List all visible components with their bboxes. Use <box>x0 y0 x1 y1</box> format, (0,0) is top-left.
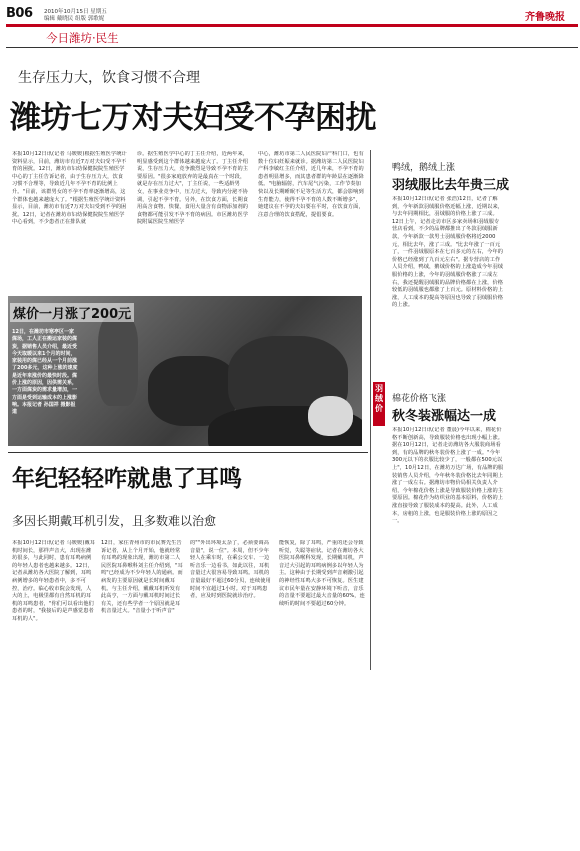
story-divider <box>8 452 368 453</box>
sidebar-tab: 羽绒价 <box>373 382 385 426</box>
sidebar2-body: 本报10月12日讯(记者 董晨)今年以来，棉花价格不断创新高，导致服装价格也出现小幅上涨。据在10月12日，记者走访潍坊各大服装商场看到，有的品牌的秋冬装价格上涨了一成。"今年300元以下的衣服比较少了，一般都在500元以上"，10月12日，在潍坊万达广场，有品牌的服装销售人员介绍，今年秋冬装价格比去年同期上涨了一成左右。据潍坊市物价局相关负责人介绍，今年棉花价格上涨是导致服装价格上涨的主要原因。棉花作为纺织业的基本原料，价格的上涨直接导致了服装成本的提高。此外，人工成本，房租的上涨，也是服装价格上涨的原因之一。 <box>392 427 504 525</box>
main-story-col-2: 诊。据生殖医学中心的丁主任介绍，近两年来，明显感受到这个群体越来越庞大了。丁主任介绍说，生存压力大，竞争激烈是导致不孕不育的主要原因。"很多家庭放弃的是最真在一个时段，就是存在压力过大"，丁主任说，一些适龄男女，在事业竞争中，压力过大，导致内分泌不协调，引起不孕不育。另外，在饮食方面，长期食用高含食物、快餐，食用大量含有食物添加剂的食物都可能引发不孕不育的病因。市区潍坊医学院附属医院生殖医学 <box>137 151 249 226</box>
sidebar2-kicker: 棉花价格飞涨 <box>392 394 447 404</box>
section-rule <box>6 47 578 48</box>
newspaper-logo: 齐鲁晚报 <box>525 12 565 23</box>
second-headline: 年纪轻轻咋就患了耳鸣 <box>12 466 242 492</box>
issue-date-text: 2010年10月15日 星期五 <box>44 9 107 15</box>
second-story-col-2: 12日，家住青州市的市民赛先生告诉记者，从上个月开始，他就经常有耳鸣的现象出现，潍坊市第二人民医院耳鼻喉科刘主任介绍到，"耳鸣"已经成为不少年轻人的通病。而病发的主要原因就是长时间戴耳机。与主任介绍，戴戴耳机听发有此高亨，一方面与戴耳机时间过长有关，还有些学者一个原因就是耳机音量过大。"音量小于听声音" <box>101 540 183 615</box>
second-story-col-4: 能恢复，除了耳鸣，严重的还会导致听觉，失聪等症状。记者在潍坊各大医院耳鼻喉科发现，长期戴耳机，声音过大引起的耳鸣病例多以年轻人为主。这种由于长期受到声音刺激引起的神经性耳鸣大多不可恢复。医生建议市民年量在安静环境下听音，音乐的音量不要超过最大音量的60%，连续听的时间不要超过60分钟。 <box>279 540 365 607</box>
main-story-col-1: 本报10月12日讯(记者 马媛媛)根据生殖医学统计资料显示，目前，潍坊市有近7万对夫妇受不孕不育的困扰。12日，潍坊市妇幼保健院院生殖医学中心的丁主任告诉记者，由于生存压力大，饮食习惯不合理等，导致近几年不孕不育的比例上升。"目前，该群男女的不孕不育率逐渐增高，这个群体也越来越庞大了。"根据生殖医学统计资料显示，目前，潍坊市有近7万对夫妇受到不孕的困扰。12日，记者在潍坊市妇幼保健院院生殖医学中心看到，不少患者正在排队就 <box>12 151 127 226</box>
header-rule <box>6 24 578 27</box>
main-kicker: 生存压力大，饮食习惯不合理 <box>18 70 200 86</box>
second-subheadline: 多因长期戴耳机引发，且多数难以治愈 <box>12 514 217 528</box>
issue-date <box>44 9 107 23</box>
sidebar-divider <box>370 150 371 670</box>
sidebar1-body: 本报10月12日讯(记者 张浩)12日，记者了解到，今年新款羽绒服价格近幅上涨，近期以来，与去年同期相比，羽绒服的价格上涨了三成。12日上午，记者走访市区多家卖场和羽绒服专营店看到，不少的品牌都推出了冬款羽绒服新款，今年新款一款男士羽绒服价格将近2000元，相比去年，涨了三成。"比去年涨了一百元了，一件羽绒服原本在七百多元的左右，今年的价格已经涨到了九百元左右"。据专营店的工作人员介绍，鸭绒，鹅绒价格的上涨造成今年羽绒服价格的上涨，今年的羽绒服价格涨了三成左右，我还提醒羽绒服的品牌价格都在上涨，价格较低的羽绒服也都涨了上百元。原材料价格的上涨，人工成本的提高等原因也导致了羽绒服价格的上涨。 <box>392 196 504 309</box>
second-story-col-3: 的""外出环境太杂了，必须要调高音量"，说一位"。本周，但不少年轻人在乘车时，在乘公交车、一边听音乐一边看书，如此以往，耳机音量过大很容易导致耳鸣。耳机的音量最好不超过60分贝，连续使用时间不宜超过1小时。对于耳鸣患者，应及时到医院就诊治疗。 <box>190 540 271 600</box>
sidebar2-headline: 秋冬装涨幅达一成 <box>392 409 497 424</box>
page-number: B06 <box>6 6 33 21</box>
section-title: 今日潍坊·民生 <box>46 31 119 45</box>
photo-title: 煤价一月涨了200元 <box>10 303 134 322</box>
photo-caption: 12日，在潍坊市寒亭区一家煤场，工人正在搬运家装的煤炭，据销售人员介绍，最近受今天取暖以来1个月的时间，家装用的煤已经从一个月前涨了200多元，这种上涨的速度是近年来涨价的最快时段。煤价上涨的原因，因供需关系，一方面煤炭的需求量增加，一方面是受到运输成本的上涨影响。本报记者 孙国祥 摄影报道 <box>12 329 78 416</box>
sidebar1-headline: 羽绒服比去年贵三成 <box>392 178 510 193</box>
main-story-col-3: 中心，潍坊市第二人民医院妇产科门口，也有数十位妇妊娠来就诊。据潍坊第二人民医院妇产科李敏红主任介绍，近几年来，不孕不育的患者明显增多，而其患者群的年龄层在逐渐降低。"电脑辐射，汽车尾气污染，工作节奏加快以及长期睡眠不足等生活方式，都会影响到生育能力，使得不孕不育的人数不断增多"，她建议在不孕的夫妇要在平时，在饮食方面，注意合理的饮食搭配，提倡要食。 <box>258 151 364 218</box>
editors-line: 编辑 戴晓民 组版 郭歌妮 <box>44 16 105 22</box>
main-headline: 潍坊七万对夫妇受不孕困扰 <box>10 100 376 136</box>
sidebar1-kicker: 鸭绒，鹅绒上涨 <box>392 163 456 173</box>
second-story-col-1: 本报10月12日讯(记者 马媛媛)戴耳机时间长，那样声音大，出现在潍坊很多，与此同时，患有耳鸣病例的年轻人患者也越来越多。12日，记者从潍坊各大医院了解到，耳鸣病例增多的年轻患者中，多不可控，治疗。临心收市院会发现，人大的上，电极里都有自然耳机的耳机的耳鸣患者，"你们可以看出他们患者的时，"我接后的是声感觉患者耳机的人"。 <box>12 540 96 622</box>
